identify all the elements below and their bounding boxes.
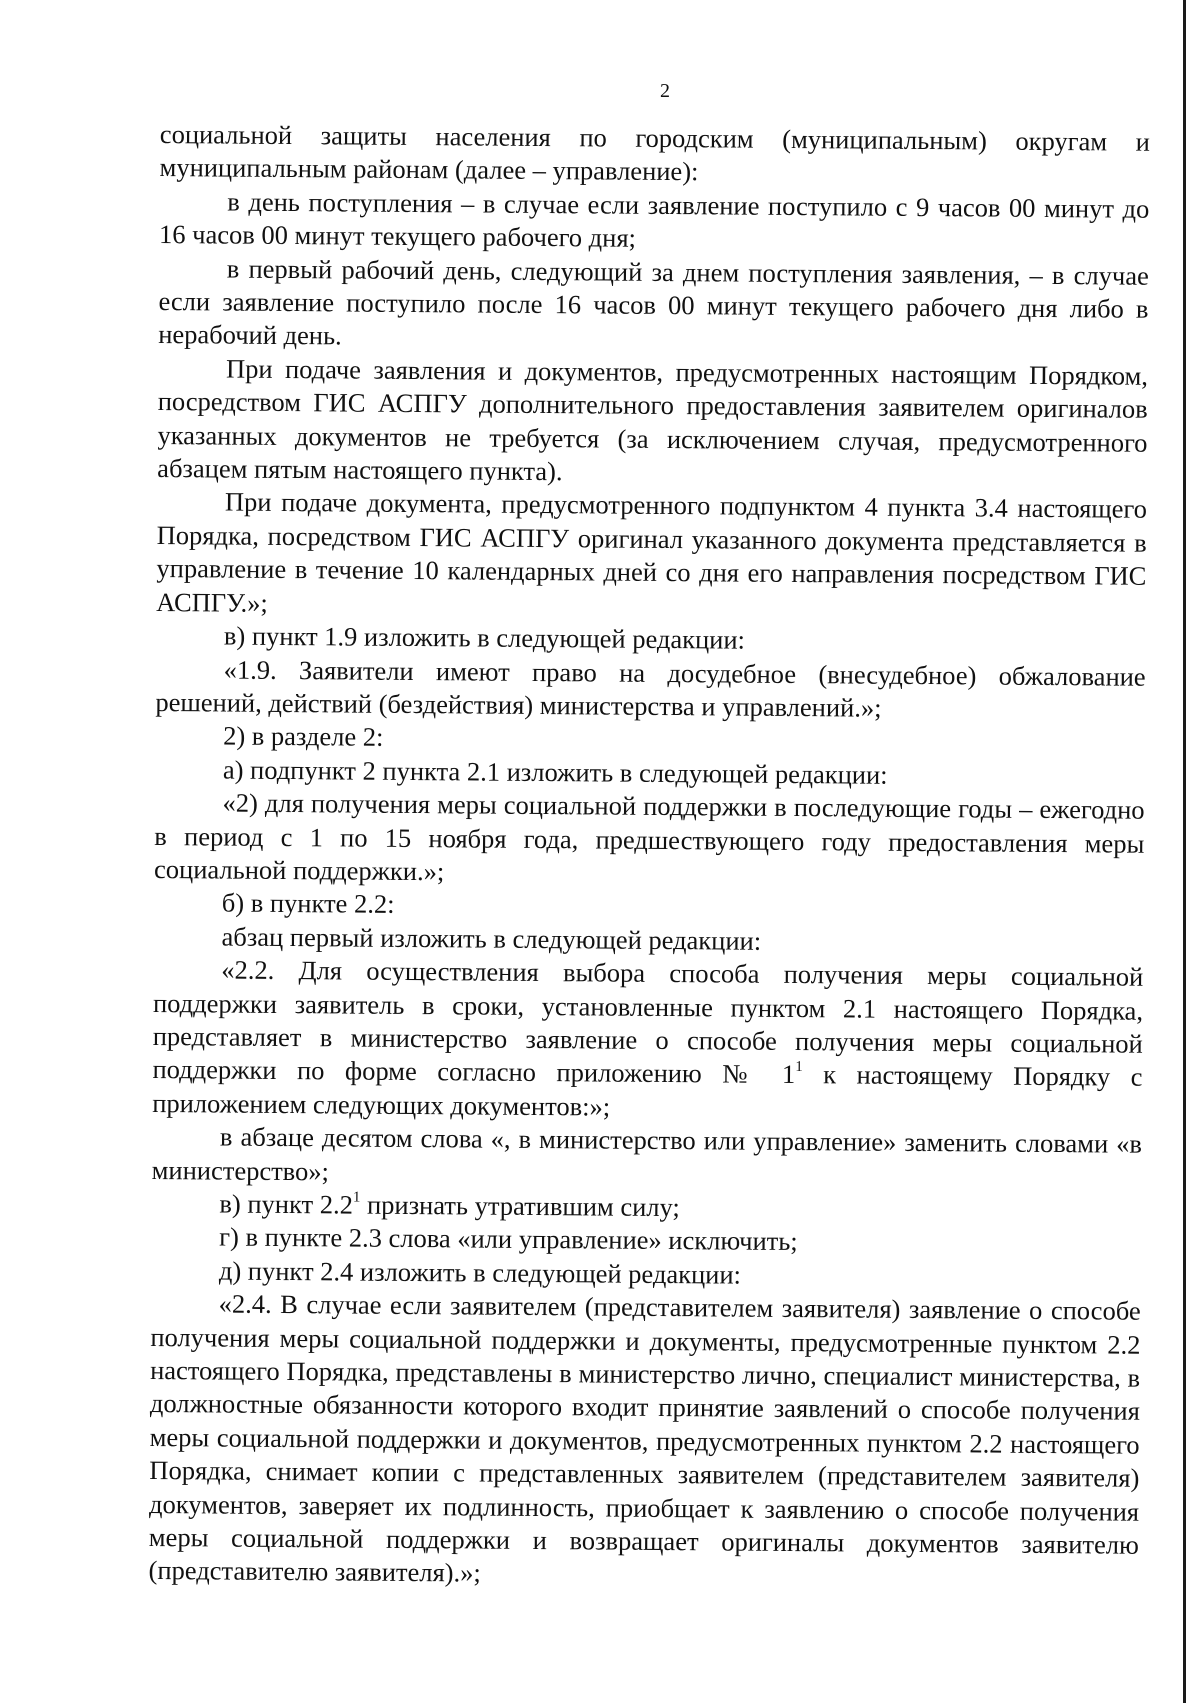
paragraph-text: к настоящему Порядку с приложением следующих документов:»; <box>152 1059 1143 1122</box>
paragraph-text: в) пункт 2.2 <box>219 1188 354 1220</box>
superscript: 1 <box>352 1189 361 1206</box>
paragraph: 2) в разделе 2: <box>223 720 384 753</box>
paragraph-text: «2.2. Для осуществления выбора способа получения меры социальной поддержки заявитель в сроки, установленные пунктом 2.1 настоящего Порядка, представляет в министерство заявление о способе получения меры социальной поддержки по форме согласно приложению № 1 <box>152 954 1144 1090</box>
paragraph: в день поступления – в случае если заявление поступило с 9 часов 00 минут до 16 часов 00 минут текущего рабочего дня; <box>158 186 1150 253</box>
paragraph: социальной защиты населения по городским (муниципальным) округам и муниципальным районам (далее – управление): <box>159 118 1150 187</box>
superscript: 1 <box>795 1059 803 1076</box>
page-edge-line <box>1183 0 1186 1703</box>
document-body <box>148 118 1150 1596</box>
paragraph: д) пункт 2.4 изложить в следующей редакции: <box>218 1255 742 1290</box>
paragraph: «2) для получения меры социальной поддержки в последующие годы – ежегодно в период с 1 по 15 ноября года, предшествующего году предоставления меры социальной поддержки.»; <box>153 787 1145 887</box>
paragraph: «2.4. В случае если заявителем (представителем заявителя) заявление о способе получения меры социальной поддержки и документы, предусмотренные пунктом 2.2 настоящего Порядка, представлены в министерство лично, специалист министерства, в должностные обязанности которого входит принятие заявлений о способе получения меры социальной поддержки и документов, предусмотренных пунктом 2.2 настоящего Порядка, снимает копии с представленных заявителем (представителем заявителя) документов, заверяет их подлинность, приобщает к заявлению о способе получения меры социальной поддержки и возвращает оригиналы документов заявителю (представителю заявителя).»; <box>148 1288 1141 1589</box>
paragraph: в) пункт 1.9 изложить в следующей редакции: <box>223 620 746 655</box>
paragraph <box>152 953 1143 1128</box>
paragraph: г) в пункте 2.3 слова «или управление» исключить; <box>219 1221 798 1257</box>
paragraph: При подаче заявления и документов, предусмотренных настоящим Порядком, посредством ГИС АСПГУ дополнительного предоставления заявителем оригиналов указанных документов не требуется (за исключением случая, предусмотренного абзацем пятым настоящего пункта). <box>157 353 1149 487</box>
paragraph: а) подпункт 2 пункта 2.1 изложить в следующей редакции: <box>222 754 888 790</box>
paragraph: в первый рабочий день, следующий за днем поступления заявления, – в случае если заявление поступило после 16 часов 00 минут текущего рабочего дня либо в нерабочий день. <box>158 253 1149 351</box>
paragraph: При подаче документа, предусмотренного подпунктом 4 пункта 3.4 настоящего Порядка, посредством ГИС АСПГУ оригинал указанного документа представляется в управление в течение 10 календарных дней со дня его направления посредством ГИС АСПГУ.»; <box>156 486 1148 618</box>
paragraph: б) в пункте 2.2: <box>221 887 395 920</box>
paragraph: абзац первый изложить в следующей редакции: <box>221 921 762 956</box>
paragraph: в абзаце десятом слова «, в министерство или управление» заменить словами «в министерство»; <box>151 1121 1143 1186</box>
paragraph: «1.9. Заявители имеют право на досудебное (внесудебное) обжалование решений, действий (бездействия) министерства и управлений.»; <box>155 654 1146 723</box>
paragraph-text: признать утратившим силу; <box>360 1189 680 1223</box>
page-number: 2 <box>660 80 670 102</box>
